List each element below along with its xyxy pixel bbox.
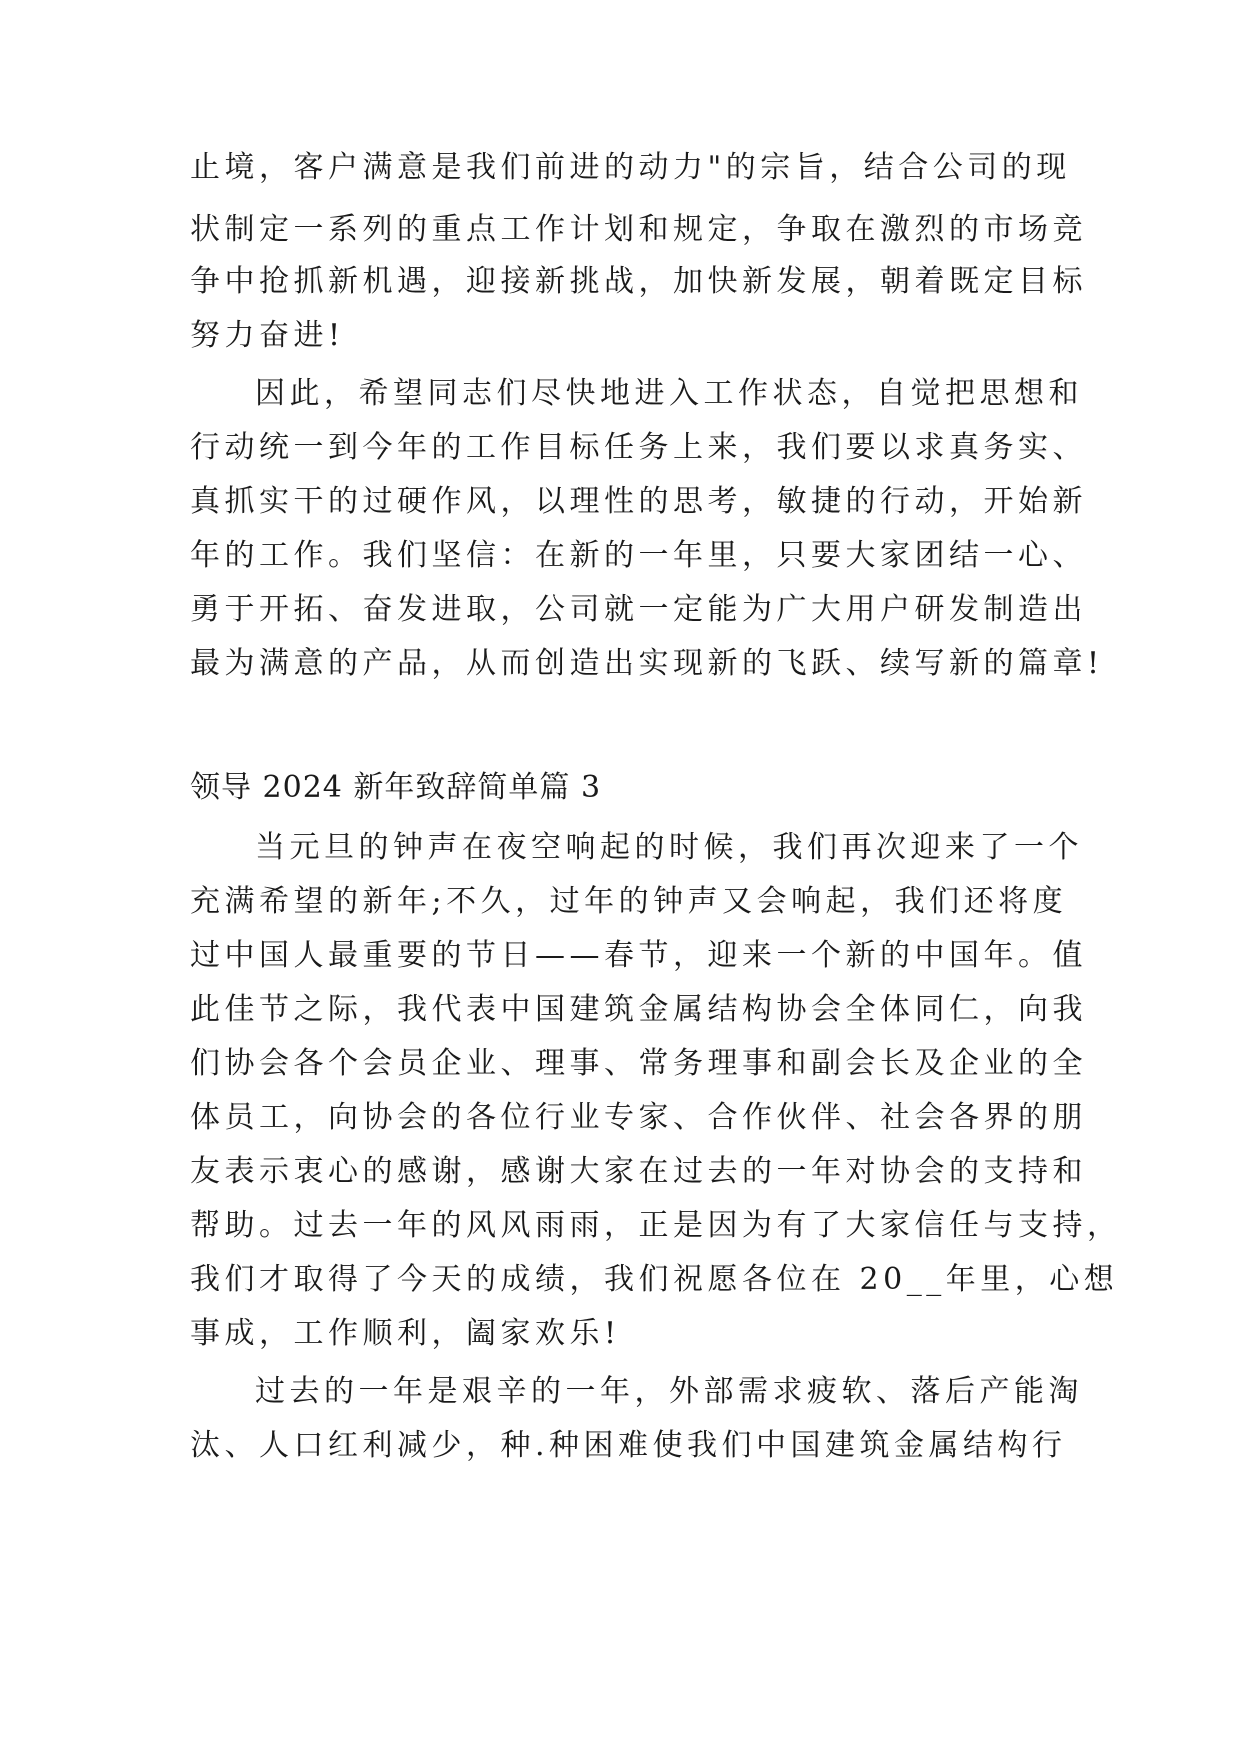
paragraph-3-line-8: 帮助。过去一年的风风雨雨，正是因为有了大家信任与支持， [190,1208,1122,1243]
paragraph-3-line-9: 我们才取得了今天的成绩，我们祝愿各位在 20__年里，心想 [190,1262,1119,1297]
paragraph-3-line-10: 事成，工作顺利，阖家欢乐! [190,1316,621,1351]
paragraph-1-line-1: 止境，客户满意是我们前进的动力"的宗旨，结合公司的现 [190,150,1071,185]
paragraph-3-line-1: 当元旦的钟声在夜空响起的时候，我们再次迎来了一个 [255,830,1083,865]
paragraph-2-line-2: 行动统一到今年的工作目标任务上来，我们要以求真务实、 [190,430,1087,465]
paragraph-3-line-2: 充满希望的新年;不久，过年的钟声又会响起，我们还将度 [190,884,1068,919]
paragraph-3-line-4: 此佳节之际，我代表中国建筑金属结构协会全体同仁，向我 [190,992,1087,1027]
paragraph-2-line-3: 真抓实干的过硬作风，以理性的思考，敏捷的行动，开始新 [190,484,1087,519]
paragraph-3-line-5: 们协会各个会员企业、理事、常务理事和副会长及企业的全 [190,1046,1087,1081]
paragraph-1-line-4: 努力奋进! [190,318,345,353]
paragraph-1-line-3: 争中抢抓新机遇，迎接新挑战，加快新发展，朝着既定目标 [190,264,1087,299]
paragraph-3-line-3: 过中国人最重要的节日——春节，迎来一个新的中国年。值 [190,938,1087,973]
section-heading: 领导 2024 新年致辞简单篇 3 [190,770,602,805]
paragraph-4-line-2: 汰、人口红利减少，种.种困难使我们中国建筑金属结构行 [190,1428,1067,1463]
paragraph-4-line-1: 过去的一年是艰辛的一年，外部需求疲软、落后产能淘 [255,1374,1083,1409]
paragraph-2-line-1: 因此，希望同志们尽快地进入工作状态，自觉把思想和 [255,376,1083,411]
paragraph-2-line-5: 勇于开拓、奋发进取，公司就一定能为广大用户研发制造出 [190,592,1087,627]
paragraph-3-line-6: 体员工，向协会的各位行业专家、合作伙伴、社会各界的朋 [190,1100,1087,1135]
paragraph-1-line-2: 状制定一系列的重点工作计划和规定，争取在激烈的市场竞 [190,212,1087,247]
paragraph-2-line-4: 年的工作。我们坚信：在新的一年里，只要大家团结一心、 [190,538,1087,573]
paragraph-3-line-7: 友表示衷心的感谢，感谢大家在过去的一年对协会的支持和 [190,1154,1087,1189]
paragraph-2-line-6: 最为满意的产品，从而创造出实现新的飞跃、续写新的篇章! [190,646,1104,681]
